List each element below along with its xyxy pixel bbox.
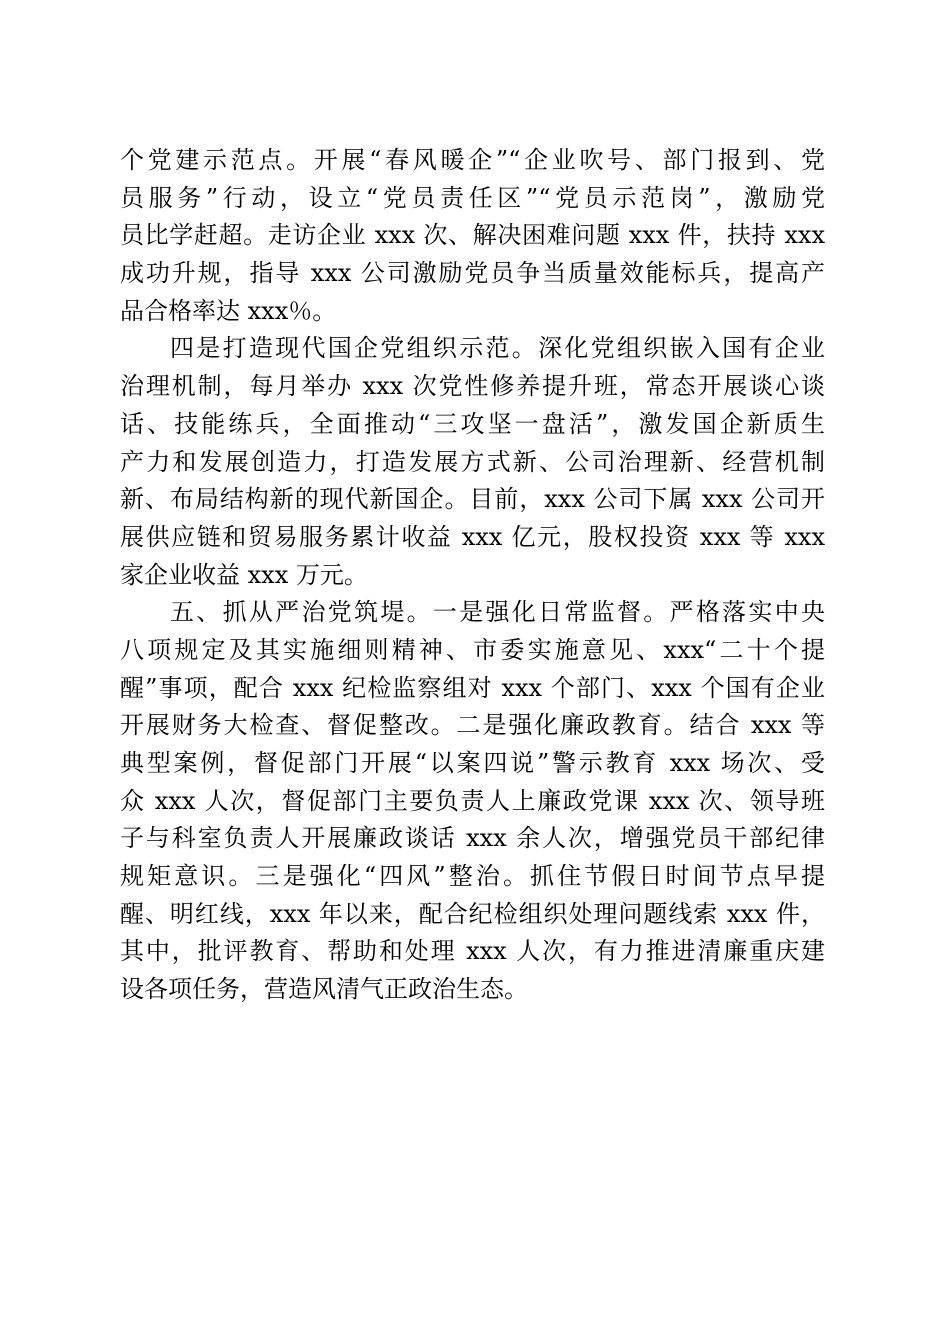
text-line: 话、技能练兵，全面推动“三攻坚一盘活”，激发国企新质生 xyxy=(120,409,825,438)
text-line: 规矩意识。三是强化“四风”整治。抓住节假日时间节点早提 xyxy=(120,862,825,891)
text-line: 治理机制，每月举办 xxx 次党性修养提升班，常态开展谈心谈 xyxy=(120,372,825,401)
text-line: 员服务”行动，设立“党员责任区”“党员示范岗”，激励党 xyxy=(120,183,825,212)
text-line: 新、布局结构新的现代新国企。目前，xxx 公司下属 xxx 公司开 xyxy=(120,485,825,514)
text-line: 其中，批评教育、帮助和处理 xxx 人次，有力推进清廉重庆建 xyxy=(120,937,825,966)
text-line: 典型案例，督促部门开展“以案四说”警示教育 xxx 场次、受 xyxy=(120,749,825,777)
text-line: 展供应链和贸易服务累计收益 xxx 亿元，股权投资 xxx 等 xxx xyxy=(120,522,825,551)
text-line: 四是打造现代国企党组织示范。深化党组织嵌入国有企业 xyxy=(170,334,825,363)
paragraph-strict-governance xyxy=(120,594,825,1009)
text-line: 醒”事项，配合 xxx 纪检监察组对 xxx 个部门、xxx 个国有企业 xyxy=(120,673,825,702)
paragraph-state-enterprise xyxy=(120,330,825,594)
text-line: 五、抓从严治党筑堤。一是强化日常监督。严格落实中央 xyxy=(170,598,825,627)
document-body xyxy=(120,142,825,1009)
text-line: 员比学赶超。走访企业 xxx 次、解决困难问题 xxx 件，扶持 xxx xyxy=(120,221,825,250)
text-line: 开展财务大检查、督促整改。二是强化廉政教育。结合 xxx 等 xyxy=(120,711,825,740)
text-line: 家企业收益 xxx 万元。 xyxy=(120,560,368,589)
text-line: 八项规定及其实施细则精神、市委实施意见、xxx“二十个提 xyxy=(120,635,825,664)
paragraph-party-demo xyxy=(120,142,825,330)
text-line: 品合格率达 xxx％。 xyxy=(120,296,337,325)
text-line: 成功升规，指导 xxx 公司激励党员争当质量效能标兵，提高产 xyxy=(120,259,825,288)
text-line: 醒、明红线，xxx 年以来，配合纪检组织处理问题线索 xxx 件， xyxy=(120,899,825,928)
text-line: 个党建示范点。开展“春风暖企”“企业吹号、部门报到、党 xyxy=(120,146,825,174)
text-line: 产力和发展创造力，打造发展方式新、公司治理新、经营机制 xyxy=(120,447,825,476)
text-line: 众 xxx 人次，督促部门主要负责人上廉政党课 xxx 次、领导班 xyxy=(120,786,825,815)
text-line: 子与科室负责人开展廉政谈话 xxx 余人次，增强党员干部纪律 xyxy=(120,824,825,853)
text-line: 设各项任务，营造风清气正政治生态。 xyxy=(120,975,528,1004)
